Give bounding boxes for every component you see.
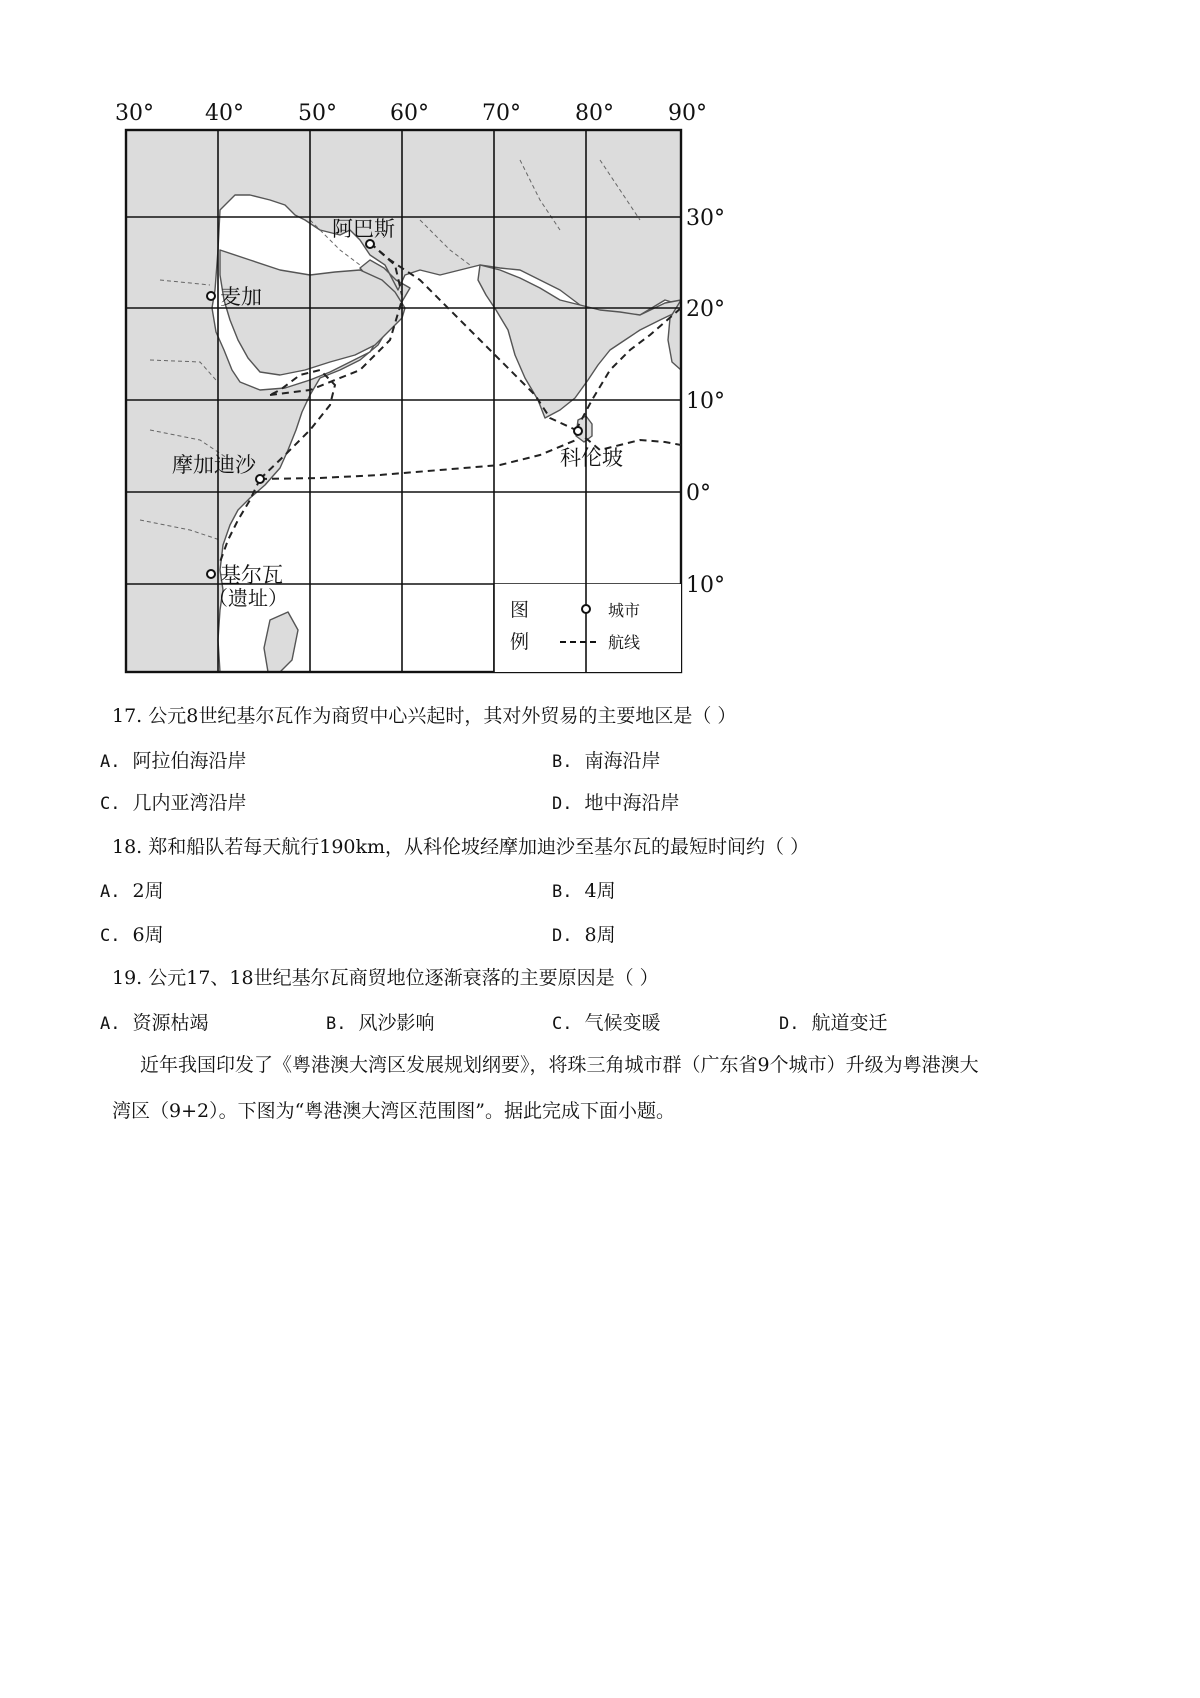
lat-label-10n: 10° (686, 389, 725, 414)
option-text: 资源枯竭 (132, 1012, 209, 1034)
option-text: 4周 (584, 880, 616, 902)
question-17-option-a (100, 748, 247, 775)
legend-title-1: 图 (510, 599, 530, 621)
option-text: 阿拉伯海沿岸 (132, 750, 247, 772)
option-text: 地中海沿岸 (584, 792, 680, 814)
lat-label-30n: 30° (686, 206, 725, 231)
lat-label-10s: 10° (686, 573, 725, 598)
indian-ocean-route-map (115, 100, 740, 680)
option-text: 南海沿岸 (584, 750, 661, 772)
city-colombo-label: 科伦坡 (560, 446, 623, 470)
city-colombo-marker (574, 427, 582, 435)
option-letter: D. (552, 926, 573, 946)
city-kilwa-marker (207, 570, 215, 578)
option-text: 航道变迁 (811, 1012, 888, 1034)
city-mecca-label: 麦加 (220, 285, 262, 309)
intro-line-1: 近年我国印发了《粤港澳大湾区发展规划纲要》，将珠三角城市群（广东省9个城市）升级为粤港澳大 (140, 1054, 979, 1076)
option-letter: B. (552, 882, 573, 902)
question-19-option-b (326, 1010, 435, 1037)
question-17-option-d (552, 790, 680, 817)
option-text: 2周 (132, 880, 164, 902)
question-17-option-b (552, 748, 661, 775)
lon-label-80: 80° (575, 101, 614, 126)
city-mecca-marker (207, 292, 215, 300)
city-kilwa-note: （遗址） (208, 586, 288, 610)
lon-label-50: 50° (298, 101, 337, 126)
legend-city-icon (582, 605, 590, 613)
option-letter: D. (552, 794, 573, 814)
lon-label-40: 40° (205, 101, 244, 126)
option-text: 8周 (584, 924, 616, 946)
option-letter: A. (100, 882, 121, 902)
option-text: 风沙影响 (358, 1012, 435, 1034)
option-letter: A. (100, 752, 121, 772)
question-18-option-d (552, 922, 616, 949)
option-letter: A. (100, 1014, 121, 1034)
question-18-option-b (552, 878, 616, 905)
question-18-option-c (100, 922, 164, 949)
option-letter: B. (552, 752, 573, 772)
option-letter: C. (100, 926, 121, 946)
option-text: 6周 (132, 924, 164, 946)
option-letter: D. (779, 1014, 800, 1034)
legend-title-2: 例 (510, 631, 530, 653)
option-letter: B. (326, 1014, 347, 1034)
question-18-stem: 18. 郑和船队若每天航行190km，从科伦坡经摩加迪沙至基尔瓦的最短时间约（ ） (112, 836, 810, 858)
question-19-option-c (552, 1010, 661, 1037)
option-letter: C. (552, 1014, 573, 1034)
option-text: 几内亚湾沿岸 (132, 792, 247, 814)
legend (494, 584, 681, 672)
question-19-option-a (100, 1010, 209, 1037)
option-text: 气候变暖 (584, 1012, 661, 1034)
intro-line-2: 湾区（9+2）。下图为“粤港澳大湾区范围图”。据此完成下面小题。 (112, 1100, 676, 1122)
lon-label-70: 70° (482, 101, 521, 126)
city-mogadishu-marker (256, 475, 264, 483)
legend-route-label: 航线 (608, 633, 641, 652)
city-kilwa-label: 基尔瓦 (220, 563, 283, 587)
option-letter: C. (100, 794, 121, 814)
lon-label-30: 30° (115, 101, 154, 126)
city-mogadishu-label: 摩加迪沙 (172, 453, 256, 477)
legend-city-label: 城市 (608, 601, 641, 620)
city-abbas-label: 阿巴斯 (332, 217, 395, 241)
question-19-option-d (779, 1010, 888, 1037)
lat-label-20n: 20° (686, 297, 725, 322)
question-17-stem: 17. 公元8世纪基尔瓦作为商贸中心兴起时，其对外贸易的主要地区是（ ） (112, 705, 737, 727)
lon-label-60: 60° (390, 101, 429, 126)
city-abbas-marker (366, 240, 374, 248)
question-19-stem: 19. 公元17、18世纪基尔瓦商贸地位逐渐衰落的主要原因是（ ） (112, 967, 659, 989)
question-17-option-c (100, 790, 247, 817)
lon-label-90: 90° (668, 101, 707, 126)
lat-label-0: 0° (686, 481, 711, 506)
question-18-option-a (100, 878, 164, 905)
